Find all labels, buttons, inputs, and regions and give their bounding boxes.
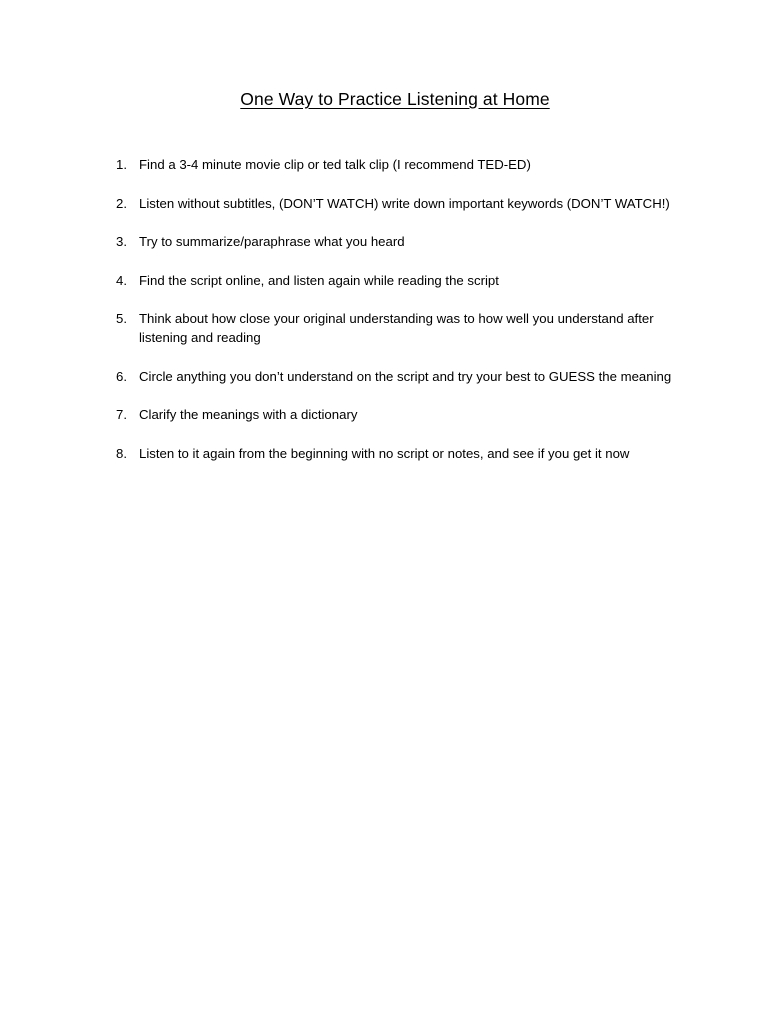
step-number: 7. xyxy=(116,407,127,422)
list-item xyxy=(116,232,676,251)
step-number: 6. xyxy=(116,368,127,384)
list-item xyxy=(116,155,676,174)
list-item xyxy=(116,194,676,213)
step-text: Listen without subtitles, (DON’T WATCH) write down important keywords (DON’T WATCH!) xyxy=(139,195,670,211)
list-item xyxy=(116,405,676,424)
document-title: One Way to Practice Listening at Home xyxy=(240,89,550,109)
step-text: Try to summarize/paraphrase what you heard xyxy=(139,234,405,249)
step-number: 3. xyxy=(116,234,127,249)
steps-list xyxy=(116,155,676,482)
list-item xyxy=(116,309,676,347)
step-number: 2. xyxy=(116,195,127,211)
step-text: Find the script online, and listen again while reading the script xyxy=(139,272,499,288)
list-item xyxy=(116,271,676,290)
list-item xyxy=(116,367,676,386)
step-text: Find a 3-4 minute movie clip or ted talk clip (I recommend TED-ED) xyxy=(139,157,531,172)
list-item xyxy=(116,444,676,463)
step-number: 1. xyxy=(116,157,127,172)
step-text: Listen to it again from the beginning with no script or notes, and see if you get it now xyxy=(139,445,630,461)
step-text: Think about how close your original understanding was to how well you understand after listening and reading xyxy=(139,311,654,345)
step-text: Clarify the meanings with a dictionary xyxy=(139,407,358,422)
step-text: Circle anything you don’t understand on the script and try your best to GUESS the meaning xyxy=(139,368,672,384)
step-number: 5. xyxy=(116,311,127,326)
step-number: 8. xyxy=(116,445,127,461)
step-number: 4. xyxy=(116,272,127,288)
